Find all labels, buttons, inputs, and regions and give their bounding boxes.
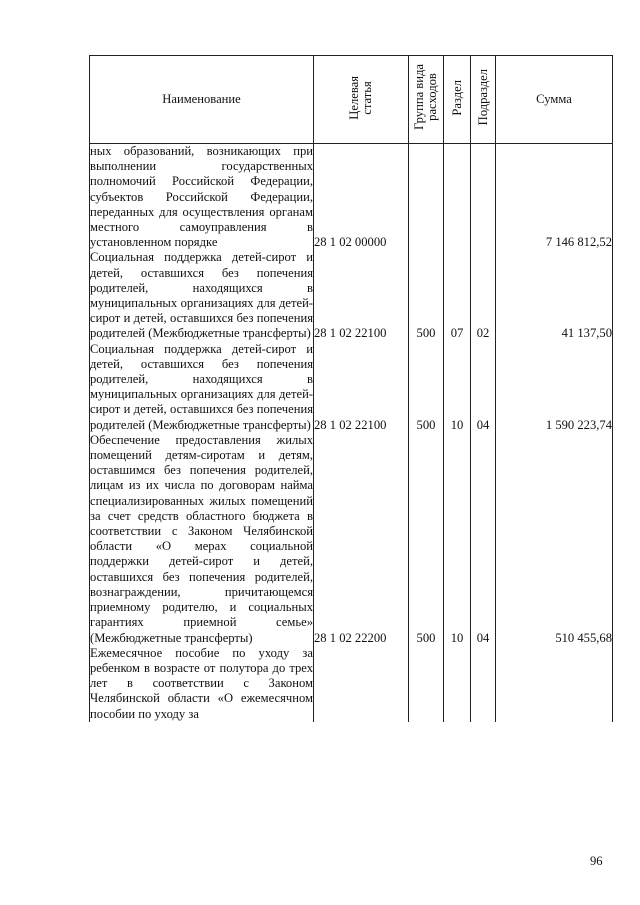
- row-target: [314, 646, 409, 722]
- row-sum: 7 146 812,52: [496, 144, 613, 251]
- header-sum: Сумма: [496, 56, 613, 144]
- row-target: 28 1 02 00000: [314, 144, 409, 251]
- table-row: [90, 250, 613, 341]
- row-name: Социальная поддержка детей-сирот и детей, оставшихся без попечения родителей, находящихся в муниципальных организациях для детей-сирот и детей, оставшихся без попечения родителей (Межбюджетные трансферты): [90, 250, 313, 341]
- row-name: Обеспечение предоставления жилых помещений детям-сиротам и детям, оставшимся без попечения родителей, лицам из их числа по договорам найма специализированных жилых помещений за счет средств областного бюджета в соответствии с Законом Челябинской области «О мерах социальной поддержки детей-сирот и детей, оставшихся без попечения родителей, вознаграждении, причитающемся приемному родителю, и социальных гарантиях приемной семье» (Межбюджетные трансферты): [90, 432, 313, 645]
- row-group: [409, 646, 444, 722]
- row-group: 500: [409, 433, 444, 646]
- row-section: 10: [444, 433, 471, 646]
- row-subsection: [471, 144, 496, 251]
- table-row: [90, 646, 613, 722]
- row-name: ных образований, возникающих при выполнении государственных полномочий Российской Федерации, субъектов Российской Федерации, переданных для осуществления органам местного самоуправления в установленном порядке: [90, 144, 313, 250]
- row-name: Ежемесячное пособие по уходу за ребенком в возрасте от полутора до трех лет в соответствии с Законом Челябинской области «О ежемесячном пособии по уходу за: [90, 645, 313, 721]
- table-row: [90, 144, 613, 251]
- row-section: 10: [444, 342, 471, 433]
- row-group: [409, 144, 444, 251]
- row-sum: [496, 646, 613, 722]
- row-sum: 41 137,50: [496, 250, 613, 341]
- row-target: 28 1 02 22100: [314, 250, 409, 341]
- budget-table: [89, 55, 613, 722]
- row-group: 500: [409, 342, 444, 433]
- row-name: Социальная поддержка детей-сирот и детей, оставшихся без попечения родителей, находящихся в муниципальных организациях для детей-сирот и детей, оставшихся без попечения родителей (Межбюджетные трансферты): [90, 341, 313, 432]
- row-section: [444, 144, 471, 251]
- row-target: 28 1 02 22200: [314, 433, 409, 646]
- row-subsection: 04: [471, 342, 496, 433]
- row-sum: 1 590 223,74: [496, 342, 613, 433]
- header-section: Раздел: [444, 56, 471, 144]
- row-group: 500: [409, 250, 444, 341]
- table-header-row: [90, 56, 613, 144]
- row-subsection: [471, 646, 496, 722]
- header-name: Наименование: [90, 56, 314, 144]
- row-target: 28 1 02 22100: [314, 342, 409, 433]
- table-row: [90, 342, 613, 433]
- row-subsection: 02: [471, 250, 496, 341]
- row-section: [444, 646, 471, 722]
- header-target-article: Целевая статья: [314, 56, 409, 144]
- row-sum: 510 455,68: [496, 433, 613, 646]
- header-subsection: Подраздел: [471, 56, 496, 144]
- row-section: 07: [444, 250, 471, 341]
- table-row: [90, 433, 613, 646]
- row-subsection: 04: [471, 433, 496, 646]
- header-expense-group: Группа вида расходов: [409, 56, 444, 144]
- page-number: 96: [590, 854, 603, 868]
